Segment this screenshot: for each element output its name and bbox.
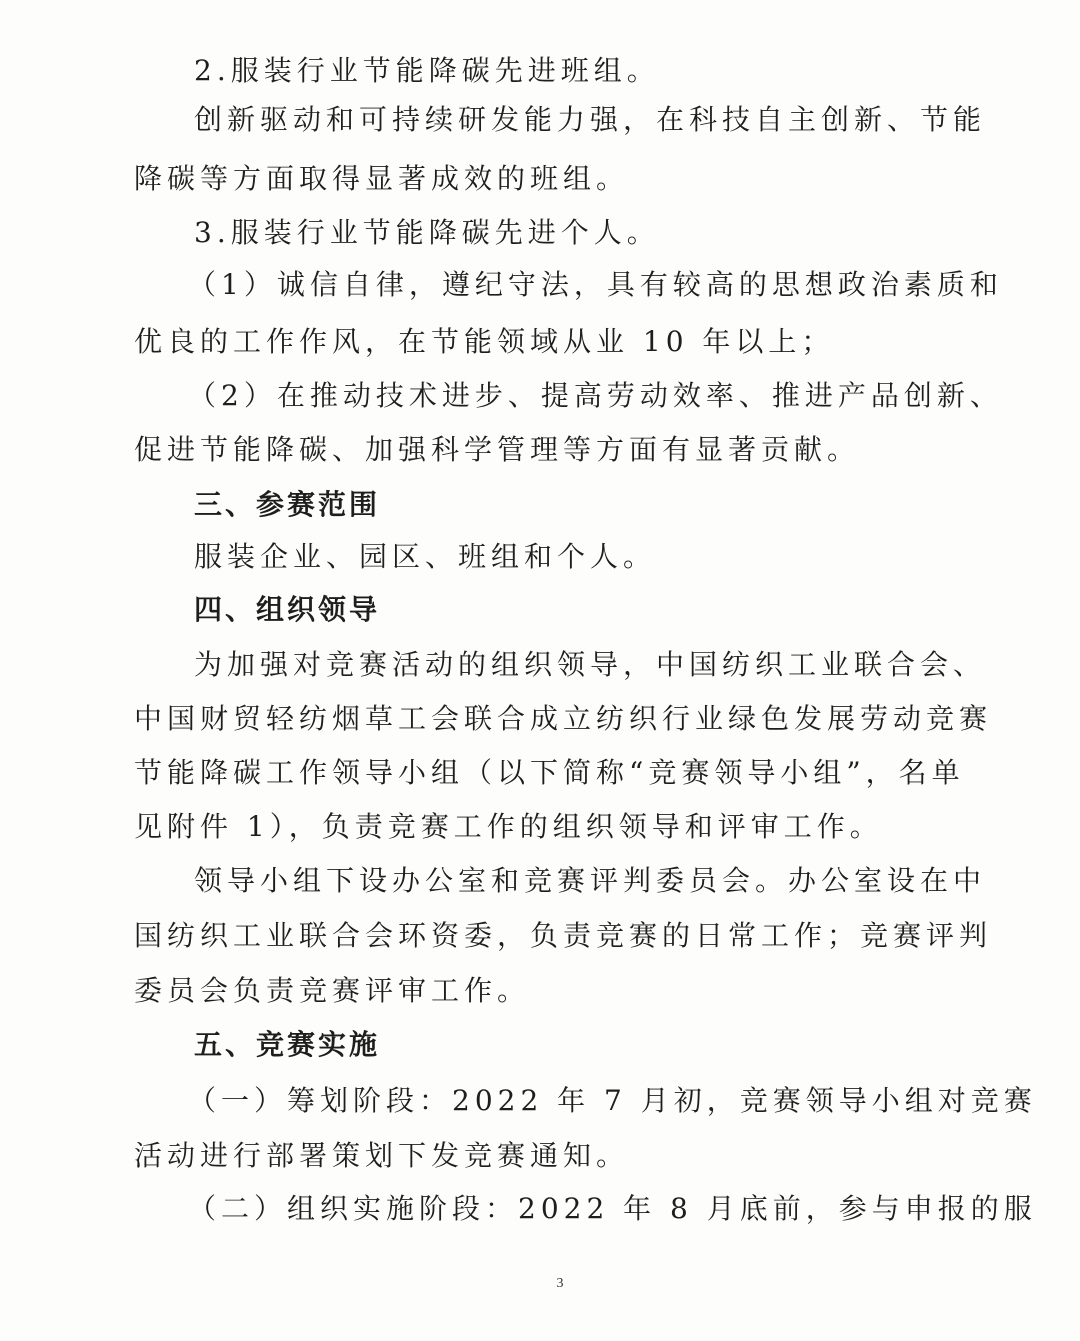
paragraph-line: 见附件 1），负责竞赛工作的组织领导和评审工作。 (134, 810, 883, 843)
item-heading-advanced-team: 2.服装行业节能降碳先进班组。 (194, 54, 660, 87)
paragraph-line: （一）筹划阶段：2022 年 7 月初，竞赛领导小组对竞赛 (188, 1084, 1037, 1117)
paragraph-line: 节能降碳工作领导小组（以下简称“竞赛领导小组”，名单 (134, 756, 965, 789)
paragraph-line: 创新驱动和可持续研发能力强，在科技自主创新、节能 (194, 103, 987, 136)
section-heading-implementation: 五、竞赛实施 (194, 1028, 381, 1061)
paragraph-line: 活动进行部署策划下发竞赛通知。 (134, 1139, 630, 1172)
paragraph-line: （二）组织实施阶段：2022 年 8 月底前，参与申报的服 (188, 1192, 1037, 1225)
paragraph-line: 国纺织工业联合会环资委，负责竞赛的日常工作；竞赛评判 (134, 919, 993, 952)
page-number: 3 (556, 1276, 564, 1291)
paragraph-line: 领导小组下设办公室和竞赛评判委员会。办公室设在中 (194, 864, 987, 897)
paragraph-line: （1）诚信自律，遵纪守法，具有较高的思想政治素质和 (188, 268, 1003, 301)
paragraph-line: 促进节能降碳、加强科学管理等方面有显著贡献。 (134, 433, 861, 466)
paragraph-line: 为加强对竞赛活动的组织领导，中国纺织工业联合会、 (194, 648, 987, 681)
paragraph-line: 中国财贸轻纺烟草工会联合成立纺织行业绿色发展劳动竞赛 (134, 702, 993, 735)
paragraph-line: 委员会负责竞赛评审工作。 (134, 974, 531, 1007)
paragraph-line: 降碳等方面取得显著成效的班组。 (134, 162, 630, 195)
paragraph-line: 服装企业、园区、班组和个人。 (194, 540, 657, 573)
paragraph-line: 优良的工作作风，在节能领域从业 10 年以上； (134, 325, 835, 358)
section-heading-scope: 三、参赛范围 (194, 488, 381, 521)
paragraph-line: （2）在推动技术进步、提高劳动效率、推进产品创新、 (188, 379, 1003, 412)
item-heading-advanced-individual: 3.服装行业节能降碳先进个人。 (194, 216, 660, 249)
section-heading-organization: 四、组织领导 (194, 593, 381, 626)
